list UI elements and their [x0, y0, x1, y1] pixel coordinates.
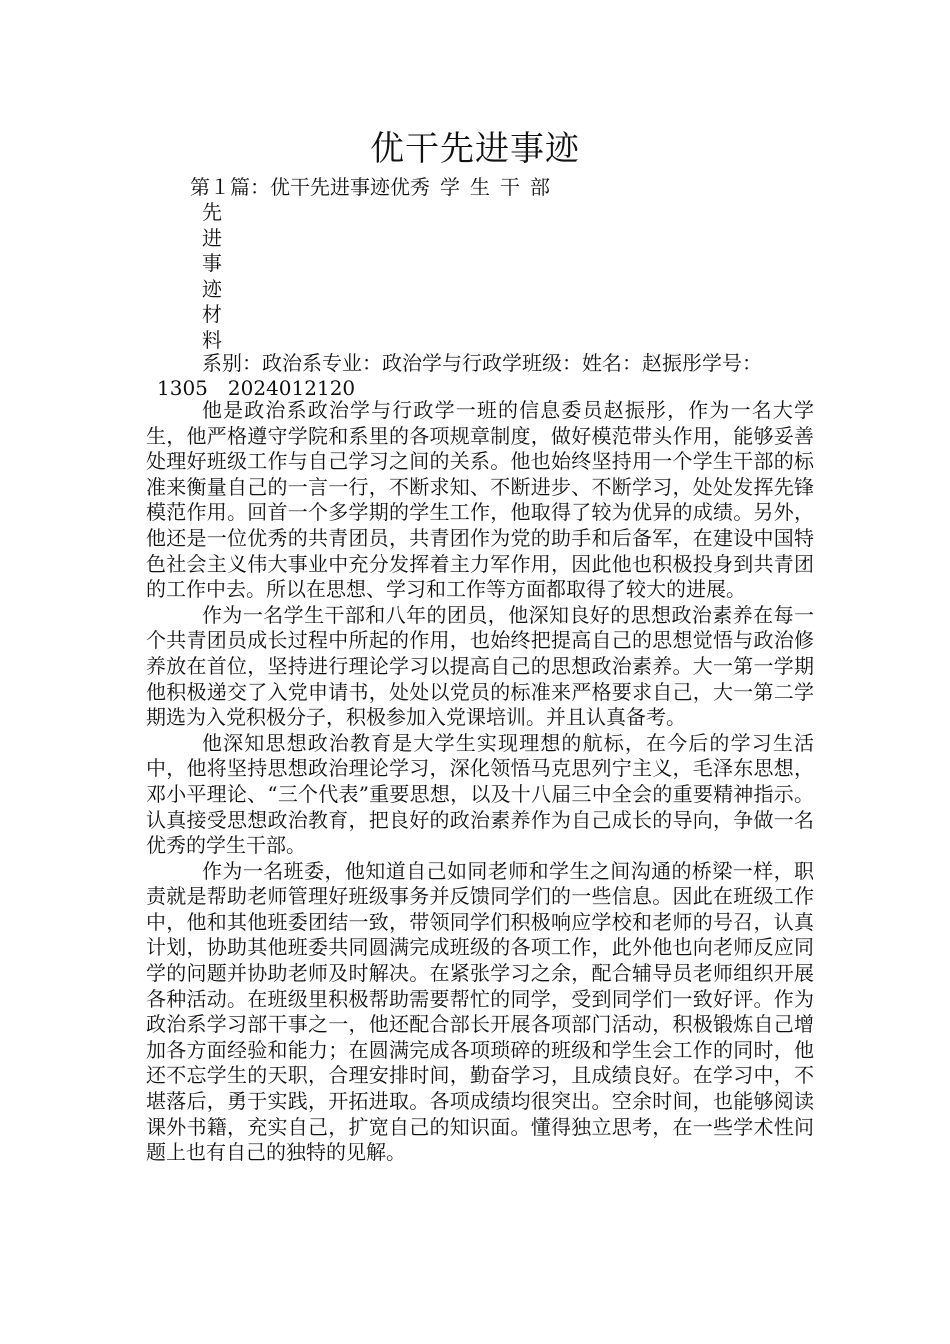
- vertical-char: 料: [202, 327, 222, 352]
- document-subtitle: [190, 174, 560, 200]
- vertical-char: 材: [202, 302, 222, 326]
- body-paragraph: 他是政治系政治学与行政学一班的信息委员赵振彤，作为一名大学生，他严格遵守学院和系里的各项规章制度，做好模范带头作用，能够妥善处理好班级工作与自己学习之间的关系。他也始终坚持用一个学生干部的标准来衡量自己的一言一行，不断求知、不断进步、不断学习，处处发挥先锋模范作用。回首一个多学期的学生工作，他取得了较为优异的成绩。另外，他还是一位优秀的共青团员，共青团作为党的助手和后备军，在建设中国特色社会主义伟大事业中充分发挥着主力军作用，因此他也积极投身到共青团的工作中去。所以在思想、学习和工作等方面都取得了较大的进展。: [146, 398, 814, 602]
- subtitle-prefix: 第１篇：优干先进事迹优: [190, 175, 410, 199]
- body-paragraph: 作为一名学生干部和八年的团员，他深知良好的思想政治素养在每一个共青团员成长过程中所起的作用，也始终把提高自己的思想觉悟与政治修养放在首位，坚持进行理论学习以提高自己的思想政治素养。大一第一学期他积极递交了入党申请书，处处以党员的标准来严格要求自己，大一第二学期选为入党积极分子，积极参加入党课培训。并且认真备考。: [146, 602, 814, 730]
- subtitle-spaced: 秀学生干部: [410, 175, 560, 199]
- vertical-char: 迹: [202, 276, 222, 301]
- class-number: 1305: [157, 376, 208, 400]
- document-body: [146, 398, 814, 1166]
- student-number: 2024012120: [227, 376, 356, 400]
- document-title: 优干先进事迹: [370, 129, 580, 169]
- body-paragraph: 作为一名班委，他知道自己如同老师和学生之间沟通的桥梁一样，职责就是帮助老师管理好班级事务并反馈同学们的一些信息。因此在班级工作中，他和其他班委团结一致，带领同学们积极响应学校和老师的号召，认真计划，协助其他班委共同圆满完成班级的各项工作，此外他也向老师反应同学的问题并协助老师及时解决。在紧张学习之余，配合辅导员老师组织开展各种活动。在班级里积极帮助需要帮忙的同学，受到同学们一致好评。作为政治系学习部干事之一，他还配合部长开展各项部门活动，积极锻炼自己增加各方面经验和能力；在圆满完成各项琐碎的班级和学生会工作的同时，他还不忘学生的天职，合理安排时间，勤奋学习，且成绩良好。在学习中，不堪落后，勇于实践，开拓进取。各项成绩均很突出。空余时间，也能够阅读课外书籍，充实自己，扩宽自己的知识面。懂得独立思考，在一些学术性问题上也有自己的独特的见解。: [146, 858, 814, 1165]
- vertical-char: 事: [202, 251, 222, 275]
- vertical-char: 进: [202, 225, 222, 250]
- vertical-title-column: [202, 200, 226, 353]
- vertical-char: 先: [202, 200, 222, 224]
- student-info-line: 系别：政治系专业：政治学与行政学班级：姓名：赵振彤学号：: [202, 351, 762, 375]
- body-paragraph: 他深知思想政治教育是大学生实现理想的航标，在今后的学习生活中，他将坚持思想政治理论学习，深化领悟马克思列宁主义，毛泽东思想，邓小平理论、“三个代表”重要思想，以及十八届三中全会的重要精神指示。认真接受思想政治教育，把良好的政治素养作为自己成长的导向，争做一名优秀的学生干部。: [146, 730, 814, 858]
